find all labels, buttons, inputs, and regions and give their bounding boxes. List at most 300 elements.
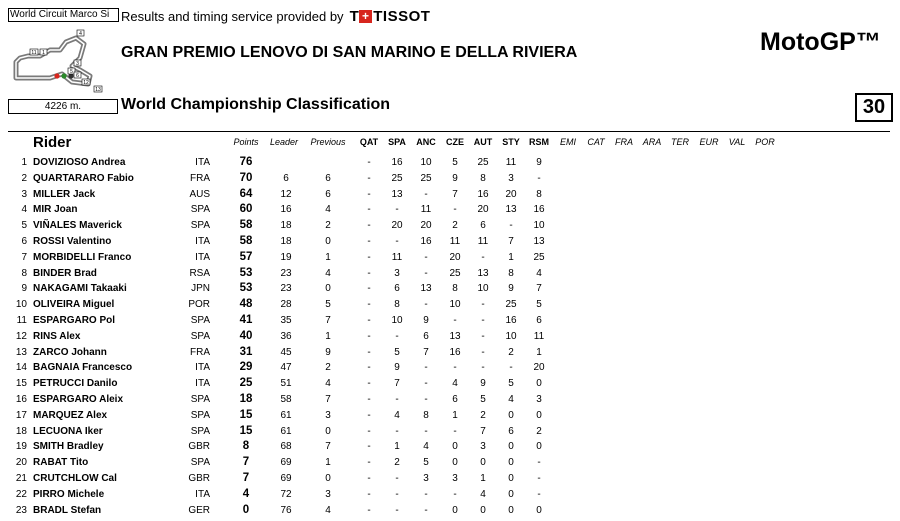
col-fra: FRA <box>615 137 633 147</box>
previous-gap: 2 <box>325 220 331 232</box>
race-result: 8 <box>452 283 458 295</box>
points: 41 <box>239 314 253 326</box>
position: 1 <box>21 157 27 168</box>
col-sty: STY <box>502 137 520 147</box>
leader-gap: 69 <box>280 457 292 469</box>
race-result: 4 <box>452 378 458 390</box>
svg-text:11: 11 <box>31 49 37 56</box>
race-result: 7 <box>508 236 514 247</box>
race-result: 0 <box>536 441 542 453</box>
points: 70 <box>239 171 253 184</box>
race-result: 20 <box>533 362 545 374</box>
race-result: - <box>367 488 371 500</box>
race-result: 9 <box>536 157 542 168</box>
race-result: 0 <box>536 504 542 516</box>
tissot-logo: T + TISSOT <box>349 8 431 25</box>
rider-name: PIRRO Michele <box>33 488 105 500</box>
race-result: 10 <box>505 330 517 342</box>
rider-name: MARQUEZ Alex <box>33 409 108 421</box>
race-result: - <box>367 204 371 216</box>
previous-gap: 1 <box>325 330 331 342</box>
leader-gap: 16 <box>280 204 292 216</box>
rider-header: Rider <box>33 134 72 151</box>
race-result: 3 <box>452 473 458 484</box>
race-result: 7 <box>423 346 429 358</box>
race-result: - <box>367 157 371 168</box>
leader-gap: 23 <box>280 267 292 279</box>
rider-name: SMITH Bradley <box>33 441 104 453</box>
race-result: 16 <box>391 157 403 168</box>
race-result: 5 <box>536 299 542 311</box>
previous-gap: 0 <box>325 473 331 484</box>
race-result: 0 <box>452 457 458 469</box>
position: 8 <box>21 267 27 279</box>
race-result: - <box>367 267 371 279</box>
race-result: 16 <box>420 236 432 247</box>
points: 53 <box>239 282 253 295</box>
position: 6 <box>21 236 27 247</box>
nation: FRA <box>190 346 210 358</box>
rider-name: LECUONA Iker <box>33 425 103 437</box>
position: 19 <box>15 441 27 453</box>
nation: SPA <box>190 394 210 405</box>
race-result: 13 <box>420 283 432 295</box>
race-result: 0 <box>508 504 514 516</box>
svg-text:1: 1 <box>42 49 45 56</box>
race-result: 1 <box>394 441 400 453</box>
race-result: - <box>481 362 485 374</box>
position: 23 <box>15 504 27 516</box>
race-result: - <box>453 488 457 500</box>
race-result: - <box>367 409 371 421</box>
previous-gap: 5 <box>325 299 331 311</box>
col-val: VAL <box>728 137 746 147</box>
previous-gap: 4 <box>325 504 331 516</box>
position: 18 <box>15 425 27 437</box>
race-result: 7 <box>480 425 486 437</box>
leader-gap: 51 <box>280 378 292 390</box>
previous-gap: 6 <box>325 172 331 184</box>
rider-name: RINS Alex <box>33 330 81 342</box>
rider-name: ZARCO Johann <box>33 346 107 358</box>
col-por: POR <box>755 137 775 147</box>
rider-name: BAGNAIA Francesco <box>33 362 133 374</box>
previous-gap: 0 <box>325 425 331 437</box>
race-result: 9 <box>508 283 514 295</box>
svg-text:12: 12 <box>83 79 89 86</box>
rider-name: QUARTARARO Fabio <box>33 172 134 184</box>
previous-gap: 7 <box>325 315 331 326</box>
race-result: - <box>537 473 541 484</box>
points: 57 <box>239 250 253 263</box>
race-result: - <box>424 425 428 437</box>
race-result: - <box>424 299 428 311</box>
nation: ITA <box>195 157 210 168</box>
rider-name: MORBIDELLI Franco <box>33 251 132 263</box>
col-cze: CZE <box>446 137 464 147</box>
race-result: - <box>424 188 428 200</box>
race-result: 3 <box>480 441 486 453</box>
circuit-name: World Circuit Marco Si <box>8 8 119 22</box>
table-row <box>0 456 900 472</box>
race-result: 3 <box>536 394 542 405</box>
race-result: 4 <box>508 394 514 405</box>
race-result: 8 <box>536 188 542 200</box>
race-result: - <box>367 425 371 437</box>
race-result: 5 <box>452 157 458 168</box>
race-result: 25 <box>533 251 545 263</box>
race-result: 9 <box>480 378 486 390</box>
previous-gap: 7 <box>325 441 331 453</box>
points: 0 <box>242 503 250 516</box>
race-result: - <box>453 315 457 326</box>
race-result: 4 <box>536 267 542 279</box>
race-result: 6 <box>394 283 400 295</box>
table-row <box>0 488 900 504</box>
position: 10 <box>15 299 27 311</box>
points: 18 <box>239 393 253 405</box>
col-rsm: RSM <box>529 137 549 147</box>
col-cat: CAT <box>587 137 605 147</box>
table-row <box>0 298 900 314</box>
race-result: 4 <box>423 441 429 453</box>
race-result: - <box>453 362 457 374</box>
previous-gap: 3 <box>325 488 331 500</box>
nation: SPA <box>190 220 210 232</box>
position: 21 <box>15 473 27 484</box>
nation: GER <box>188 504 210 516</box>
race-result: - <box>367 315 371 326</box>
col-ara: ARA <box>642 137 662 147</box>
race-result: - <box>537 488 541 500</box>
race-result: 25 <box>477 157 489 168</box>
race-result: 5 <box>394 346 400 358</box>
table-row <box>0 440 900 456</box>
race-result: - <box>481 251 485 263</box>
rider-name: ROSSI Valentino <box>33 236 112 247</box>
leader-gap: 61 <box>280 425 292 437</box>
race-result: 1 <box>536 346 542 358</box>
race-result: - <box>367 172 371 184</box>
race-result: - <box>424 267 428 279</box>
race-result: 13 <box>449 330 461 342</box>
table-row <box>0 472 900 488</box>
race-result: - <box>395 425 399 437</box>
table-row <box>0 377 900 393</box>
position: 15 <box>15 378 27 390</box>
race-result: - <box>395 204 399 216</box>
race-result: 11 <box>533 330 545 342</box>
race-result: 9 <box>452 172 458 184</box>
swiss-cross-icon: + <box>359 10 372 23</box>
points: 8 <box>242 440 250 453</box>
nation: SPA <box>190 409 210 421</box>
nation: ITA <box>195 488 210 500</box>
rider-name: NAKAGAMI Takaaki <box>33 283 127 295</box>
previous-gap: 1 <box>325 457 331 469</box>
svg-text:13: 13 <box>95 86 101 93</box>
nation: SPA <box>190 457 210 469</box>
position: 16 <box>15 394 27 405</box>
nation: ITA <box>195 362 210 374</box>
col-eur: EUR <box>699 137 719 147</box>
race-result: - <box>424 251 428 263</box>
leader-gap: 6 <box>283 172 289 184</box>
race-result: - <box>395 330 399 342</box>
points: 29 <box>239 361 253 374</box>
race-result: 13 <box>505 204 517 216</box>
nation: AUS <box>189 188 210 200</box>
race-result: - <box>367 220 371 232</box>
nation: ITA <box>195 378 210 390</box>
race-result: 11 <box>420 204 432 216</box>
rider-name: BRADL Stefan <box>33 504 102 516</box>
table-row <box>0 361 900 377</box>
svg-text:6: 6 <box>76 72 79 79</box>
table-row <box>0 188 900 204</box>
leader-gap: 23 <box>280 283 292 295</box>
race-result: 6 <box>508 425 514 437</box>
race-result: - <box>367 457 371 469</box>
rider-name: MILLER Jack <box>33 188 96 200</box>
previous-gap: 4 <box>325 267 331 279</box>
race-result: 5 <box>508 378 514 390</box>
race-result: 7 <box>536 283 542 295</box>
race-result: - <box>424 362 428 374</box>
rider-name: OLIVEIRA Miguel <box>33 299 115 311</box>
position: 4 <box>21 204 27 216</box>
race-result: 11 <box>391 251 403 263</box>
race-result: 0 <box>508 488 514 500</box>
leader-gap: 36 <box>280 330 292 342</box>
race-result: 20 <box>477 204 489 216</box>
race-result: - <box>424 504 428 516</box>
race-result: 2 <box>452 220 458 232</box>
race-result: 8 <box>394 299 400 311</box>
race-result: 3 <box>508 172 514 184</box>
table-row <box>0 203 900 219</box>
previous-gap: 9 <box>325 346 331 358</box>
race-result: 10 <box>533 220 545 232</box>
race-result: 16 <box>505 315 517 326</box>
col-qat: QAT <box>359 137 379 147</box>
leader-gap: 61 <box>280 409 292 421</box>
nation: SPA <box>190 425 210 437</box>
leader-gap: 72 <box>280 488 292 500</box>
event-title: GRAN PREMIO LENOVO DI SAN MARINO E DELLA RIVIERA <box>121 44 578 61</box>
points: 64 <box>239 187 253 200</box>
leader-gap: 35 <box>280 315 292 326</box>
previous-gap: 4 <box>325 378 331 390</box>
nation: POR <box>188 299 210 311</box>
race-result: 2 <box>508 346 514 358</box>
col-ter: TER <box>671 137 689 147</box>
race-result: 10 <box>391 315 403 326</box>
race-result: - <box>481 315 485 326</box>
points: 4 <box>242 487 250 500</box>
leader-gap: 68 <box>280 441 292 453</box>
race-result: - <box>367 330 371 342</box>
previous-gap: 7 <box>325 394 331 405</box>
rider-name: ESPARGARO Aleix <box>33 394 124 405</box>
race-result: 4 <box>394 409 400 421</box>
nation: ITA <box>195 251 210 263</box>
race-result: - <box>509 362 513 374</box>
leader-gap: 47 <box>280 362 292 374</box>
position: 7 <box>21 251 27 263</box>
race-result: 20 <box>391 220 403 232</box>
col-aut: AUT <box>473 137 493 147</box>
points: 76 <box>239 156 253 168</box>
race-result: 13 <box>477 267 489 279</box>
nation: FRA <box>190 172 210 184</box>
points: 25 <box>239 377 253 390</box>
rider-name: BINDER Brad <box>33 267 97 279</box>
leader-gap: 28 <box>280 299 292 311</box>
table-row <box>0 156 900 172</box>
points: 15 <box>239 408 253 421</box>
race-result: 7 <box>452 188 458 200</box>
race-result: - <box>367 441 371 453</box>
table-row <box>0 330 900 346</box>
race-result: 20 <box>505 188 517 200</box>
race-result: 6 <box>536 315 542 326</box>
race-result: 10 <box>420 157 432 168</box>
race-result: - <box>537 457 541 469</box>
race-result: 8 <box>423 409 429 421</box>
previous-gap: 4 <box>325 204 331 216</box>
header-divider <box>8 131 890 132</box>
race-result: 6 <box>452 394 458 405</box>
race-result: 5 <box>480 394 486 405</box>
position: 9 <box>21 283 27 295</box>
race-result: - <box>367 283 371 295</box>
table-row <box>0 282 900 298</box>
table-row <box>0 235 900 251</box>
svg-text:4: 4 <box>79 30 82 37</box>
table-row <box>0 504 900 520</box>
race-result: 20 <box>449 251 461 263</box>
race-result: - <box>367 394 371 405</box>
race-result: 1 <box>480 473 486 484</box>
col-points: Points <box>233 137 259 147</box>
race-result: 0 <box>536 378 542 390</box>
race-result: - <box>424 378 428 390</box>
race-result: 3 <box>423 473 429 484</box>
race-result: 0 <box>480 457 486 469</box>
race-result: - <box>395 504 399 516</box>
round-number: 30 <box>855 93 893 122</box>
previous-gap: 1 <box>325 251 331 263</box>
race-result: - <box>367 504 371 516</box>
rider-name: RABAT Tito <box>33 457 89 469</box>
col-previous: Previous <box>310 137 346 147</box>
results-provider <box>121 8 430 25</box>
race-result: 1 <box>452 409 458 421</box>
motogp-logo: MotoGP™ <box>760 28 881 56</box>
col-spa: SPA <box>388 137 406 147</box>
race-result: 13 <box>391 188 403 200</box>
position: 17 <box>15 409 27 421</box>
nation: RSA <box>189 267 210 279</box>
race-result: 9 <box>394 362 400 374</box>
results-text: Results and timing service provided by <box>121 9 344 24</box>
nation: SPA <box>190 330 210 342</box>
race-result: - <box>509 220 513 232</box>
race-result: - <box>367 188 371 200</box>
race-result: 20 <box>420 220 432 232</box>
race-result: 16 <box>477 188 489 200</box>
rider-name: VIÑALES Maverick <box>33 220 122 232</box>
race-result: 1 <box>508 251 514 263</box>
race-result: 3 <box>394 267 400 279</box>
nation: GBR <box>188 473 210 484</box>
race-result: 16 <box>533 204 545 216</box>
table-row <box>0 267 900 283</box>
table-header <box>0 134 900 152</box>
nation: SPA <box>190 204 210 216</box>
race-result: 11 <box>477 236 489 247</box>
race-result: 9 <box>423 315 429 326</box>
race-result: 25 <box>449 267 461 279</box>
points: 53 <box>239 266 253 279</box>
race-result: 6 <box>423 330 429 342</box>
rider-name: PETRUCCI Danilo <box>33 378 118 390</box>
page-subtitle: World Championship Classification <box>121 96 391 113</box>
points: 60 <box>239 203 253 216</box>
nation: GBR <box>188 441 210 453</box>
points: 40 <box>239 329 253 342</box>
race-result: 2 <box>394 457 400 469</box>
leader-gap: 45 <box>280 346 292 358</box>
leader-gap: 12 <box>280 188 292 200</box>
table-row <box>0 251 900 267</box>
race-result: - <box>537 172 541 184</box>
race-result: 13 <box>533 236 545 247</box>
points: 15 <box>239 424 253 437</box>
col-leader: Leader <box>269 137 299 147</box>
previous-gap: 0 <box>325 283 331 295</box>
race-result: - <box>481 299 485 311</box>
race-result: 0 <box>536 409 542 421</box>
race-result: - <box>395 488 399 500</box>
leader-gap: 19 <box>280 251 292 263</box>
rider-name: ESPARGARO Pol <box>33 315 116 326</box>
race-result: 0 <box>508 409 514 421</box>
race-result: - <box>367 251 371 263</box>
position: 13 <box>15 346 27 358</box>
rider-name: DOVIZIOSO Andrea <box>33 157 126 168</box>
race-result: 25 <box>420 172 432 184</box>
race-result: - <box>424 488 428 500</box>
position: 22 <box>15 488 27 500</box>
points: 58 <box>239 235 253 247</box>
position: 2 <box>21 172 27 184</box>
nation: ITA <box>195 236 210 247</box>
race-result: 11 <box>505 157 517 168</box>
position: 20 <box>15 457 27 469</box>
points: 48 <box>239 298 253 311</box>
table-row <box>0 425 900 441</box>
previous-gap: 2 <box>325 362 331 374</box>
points: 7 <box>242 456 250 469</box>
race-result: - <box>367 362 371 374</box>
race-result: 10 <box>449 299 461 311</box>
race-result: 8 <box>508 267 514 279</box>
race-result: 2 <box>480 409 486 421</box>
race-result: - <box>367 346 371 358</box>
race-result: 0 <box>508 473 514 484</box>
